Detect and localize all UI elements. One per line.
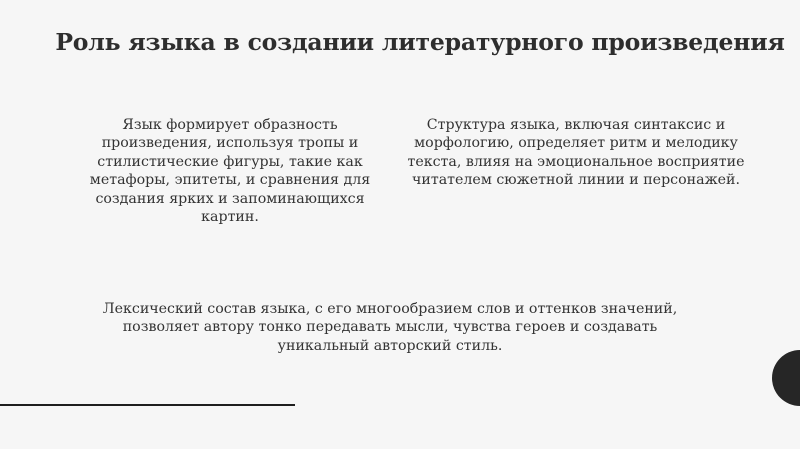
text-block-imagery: Язык формирует образность произведения, используя тропы и стилистические фигуры, такие как метафоры, эпитеты, и сравнения для создания ярких и запоминающихся картин.: [89, 117, 371, 226]
decorative-circle: [772, 350, 800, 406]
slide-title: Роль языка в создании литературного произведения: [55, 28, 785, 56]
text-block-lexicon: Лексический состав языка, с его многообразием слов и оттенков значений, позволяет автору тонко передавать мысли, чувства героев и создавать уникальный авторский стиль.: [102, 301, 678, 354]
text-block-structure: Структура языка, включая синтаксис и морфологию, определяет ритм и мелодику текста, влияя на эмоциональное восприятие читателем сюжетной линии и персонажей.: [407, 117, 745, 189]
decorative-divider-line: [0, 404, 295, 406]
